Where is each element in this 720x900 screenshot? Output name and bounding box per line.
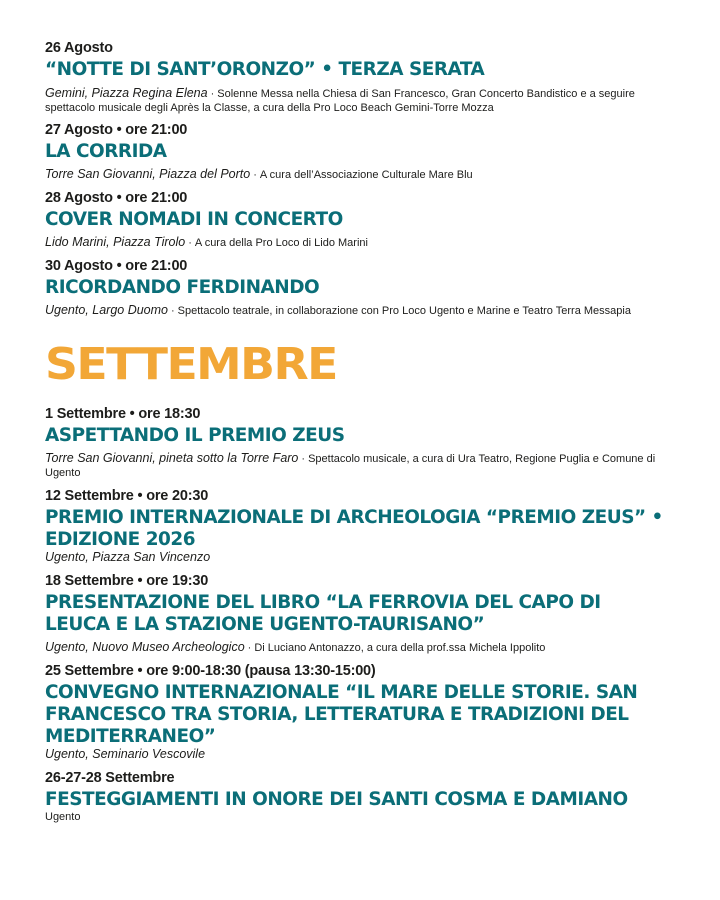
- event-date: 26 Agosto: [45, 40, 113, 56]
- event-info: [45, 550, 685, 565]
- event-item: [45, 122, 685, 182]
- event-title: PREMIO INTERNAZIONALE DI ARCHEOLOGIA “PREMIO ZEUS” • EDIZIONE 2026: [45, 506, 663, 550]
- separator-dot: ·: [188, 237, 192, 249]
- event-location: Gemini, Piazza Regina Elena: [45, 86, 208, 100]
- event-item: [45, 258, 685, 318]
- event-info: [45, 451, 685, 480]
- event-location: Lido Marini, Piazza Tirolo: [45, 235, 186, 249]
- event-date: 18 Settembre • ore 19:30: [45, 573, 209, 589]
- event-item: [45, 406, 685, 480]
- event-info: [45, 86, 685, 115]
- separator-dot: ·: [210, 88, 215, 100]
- event-location: Ugento, Seminario Vescovile: [45, 747, 206, 761]
- event-item: [45, 40, 685, 115]
- event-item: [45, 770, 685, 824]
- event-description: Di Luciano Antonazzo, a cura della prof.ssa Michela Ippolito: [254, 642, 546, 654]
- event-title: ASPETTANDO IL PREMIO ZEUS: [45, 424, 345, 446]
- event-info: [45, 640, 685, 655]
- event-date: 27 Agosto • ore 21:00: [45, 122, 188, 138]
- event-location: Ugento, Piazza San Vincenzo: [45, 550, 211, 564]
- event-item: [45, 663, 685, 762]
- event-title: FESTEGGIAMENTI IN ONORE DEI SANTI COSMA E DAMIANO: [45, 788, 628, 810]
- month-heading: SETTEMBRE: [45, 339, 337, 390]
- event-item: [45, 488, 685, 565]
- event-info: [45, 810, 685, 824]
- event-description: Spettacolo teatrale, in collaborazione con Pro Loco Ugento e Marine e Teatro Terra Messapia: [177, 305, 631, 317]
- event-description: Solenne Messa nella Chiesa di San Francesco, Gran Concerto Bandistico e a seguire spettacolo musicale degli Après la Classe, a cura della Pro Loco Beach Gemini-Torre Mozza: [45, 88, 635, 114]
- event-date: 26-27-28 Settembre: [45, 770, 175, 786]
- separator-dot: ·: [301, 453, 306, 465]
- event-title: “NOTTE DI SANT’ORONZO” • TERZA SERATA: [45, 58, 485, 80]
- event-date: 30 Agosto • ore 21:00: [45, 258, 188, 274]
- event-description: A cura della Pro Loco di Lido Marini: [194, 237, 368, 249]
- event-calendar: [45, 40, 685, 824]
- event-info: [45, 303, 685, 318]
- separator-dot: ·: [247, 642, 252, 654]
- event-date: 25 Settembre • ore 9:00-18:30 (pausa 13:30-15:00): [45, 663, 376, 679]
- event-info: [45, 235, 685, 250]
- event-location: Ugento, Largo Duomo: [45, 303, 168, 317]
- event-date: 1 Settembre • ore 18:30: [45, 406, 201, 422]
- event-date: 12 Settembre • ore 20:30: [45, 488, 209, 504]
- event-title: CONVEGNO INTERNAZIONALE “IL MARE DELLE STORIE. SAN FRANCESCO TRA STORIA, LETTERATURA E TRADIZIONI DEL MEDITERRANEO”: [45, 681, 638, 747]
- separator-dot: ·: [253, 169, 257, 181]
- event-info: [45, 747, 685, 762]
- event-item: [45, 190, 685, 250]
- event-location: Torre San Giovanni, pineta sotto la Torre Faro: [45, 451, 299, 465]
- event-title: PRESENTAZIONE DEL LIBRO “LA FERROVIA DEL CAPO DI LEUCA E LA STAZIONE UGENTO-TAURISANO”: [45, 591, 601, 635]
- event-description: A cura dell’Associazione Culturale Mare Blu: [259, 169, 473, 181]
- event-location: Ugento, Nuovo Museo Archeologico: [45, 640, 245, 654]
- separator-dot: ·: [171, 305, 175, 317]
- event-title: COVER NOMADI IN CONCERTO: [45, 208, 343, 230]
- event-title: RICORDANDO FERDINANDO: [45, 276, 320, 298]
- event-info: [45, 167, 685, 182]
- event-title: LA CORRIDA: [45, 140, 167, 162]
- event-item: [45, 573, 685, 655]
- event-location: Torre San Giovanni, Piazza del Porto: [45, 167, 251, 181]
- event-description: Spettacolo musicale, a cura di Ura Teatro, Regione Puglia e Comune di Ugento: [45, 453, 656, 479]
- event-date: 28 Agosto • ore 21:00: [45, 190, 188, 206]
- event-location: Ugento: [45, 811, 81, 823]
